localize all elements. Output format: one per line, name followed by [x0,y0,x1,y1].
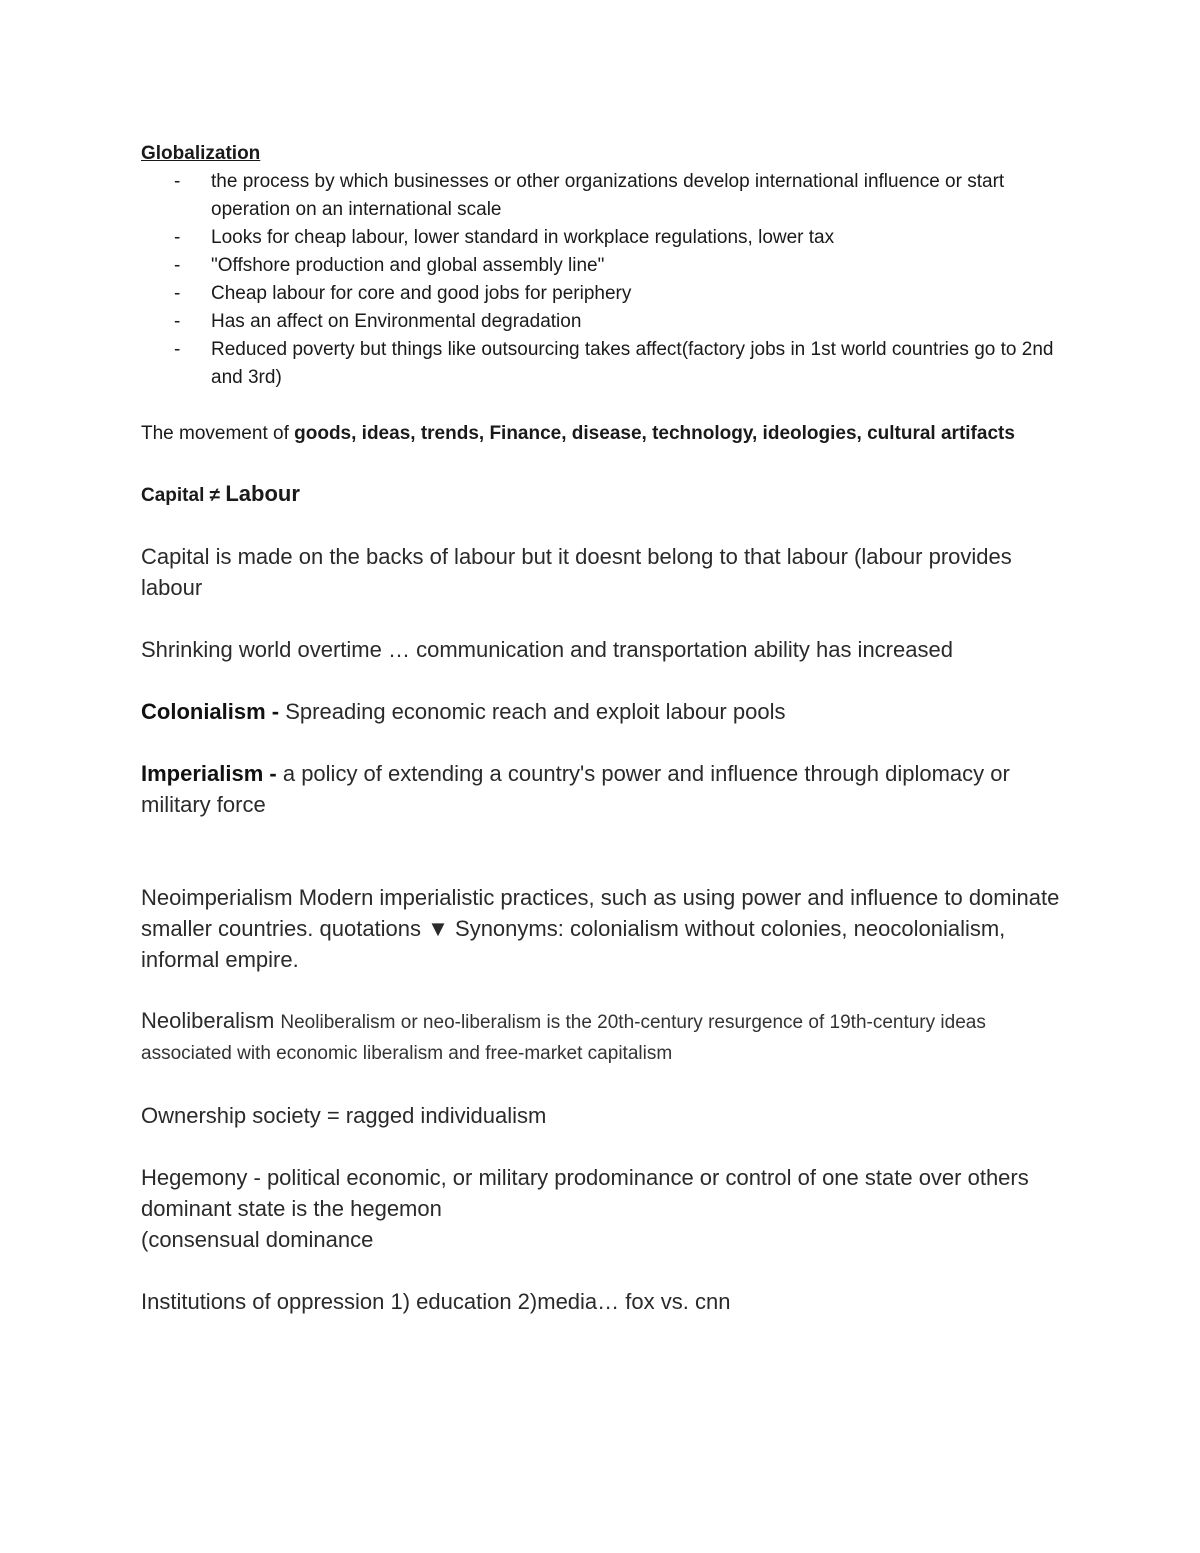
neoimperialism-paragraph: Neoimperialism Modern imperialistic practices, such as using power and influence to dominate smaller countries. quotations ▼ Synonyms: colonialism without colonies, neocolonialism, informal empire. [141,885,1060,972]
capital-heading-left: Capital ≠ [141,485,226,506]
colonialism-definition: Spreading economic reach and exploit labour pools [285,699,786,724]
colonialism-paragraph [141,696,1071,727]
movement-prefix: The movement of [141,423,295,444]
imperialism-term: Imperialism - [141,761,283,786]
neoliberalism-definition: Neoliberalism or neo-liberalism is the 20th-century resurgence of 19th-century ideas associated with economic liberalism and free-market capitalism [141,1012,986,1064]
list-item: - Cheap labour for core and good jobs for periphery [141,280,1071,308]
characteristics-list [141,224,1071,392]
capital-heading-right: Labour [225,481,300,506]
document-page [141,140,1071,1317]
imperialism-definition: a policy of extending a country's power and influence through diplomacy or military force [141,761,1010,817]
page-title: Globalization [141,143,261,164]
imperialism-paragraph [141,758,1071,820]
neoliberalism-term: Neoliberalism [141,1008,281,1033]
list-item: - the process by which businesses or other organizations develop international influence or start operation on an international scale [141,168,1071,224]
colonialism-term: Colonialism - [141,699,286,724]
capital-labour-heading [141,478,1071,511]
definition-list [141,168,1071,224]
movement-items: goods, ideas, trends, Finance, disease, technology, ideologies, cultural artifacts [294,423,1015,444]
capital-paragraph: Capital is made on the backs of labour but it doesnt belong to that labour (labour provides labour [141,544,1012,600]
list-item: - "Offshore production and global assembly line" [141,252,1071,280]
shrinking-paragraph: Shrinking world overtime … communication and transportation ability has increased [141,637,953,662]
list-item: - Looks for cheap labour, lower standard in workplace regulations, lower tax [141,224,1071,252]
hegemony-definition: Hegemony - political economic, or military prodominance or control of one state over others dominant state is the hegemon [141,1165,1029,1221]
hegemony-paragraph [141,1162,1071,1255]
ownership-paragraph: Ownership society = ragged individualism [141,1103,547,1128]
hegemony-note: (consensual dominance [141,1227,374,1252]
list-item: - Reduced poverty but things like outsourcing takes affect(factory jobs in 1st world countries go to 2nd and 3rd) [141,336,1071,392]
list-item: - Has an affect on Environmental degradation [141,308,1071,336]
movement-paragraph [141,420,1071,448]
neoliberalism-paragraph [141,1006,1071,1068]
institutions-paragraph: Institutions of oppression 1) education 2)media… fox vs. cnn [141,1289,731,1314]
